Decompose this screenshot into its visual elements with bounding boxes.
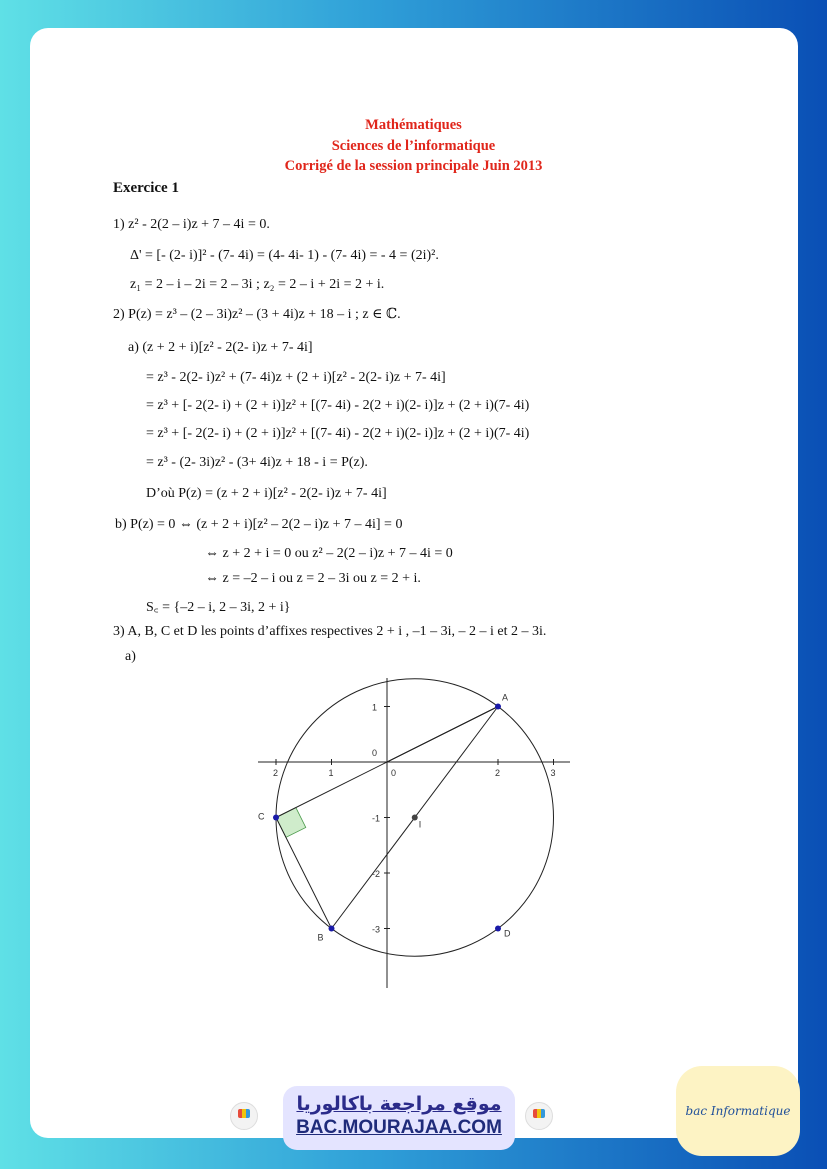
y-tick-label: -1 xyxy=(372,813,381,824)
eq-line-9: = z³ - (2- 3i)z² - (3+ 4i)z + 18 - i = P(z). xyxy=(146,455,368,470)
eq-line-11: b) P(z) = 0 ⇔ (z + 2 + i)[z² – 2(2 – i)z + 7 – 4i] = 0 xyxy=(115,517,403,532)
eq-line-12: ⇔ z + 2 + i = 0 ou z² – 2(2 – i)z + 7 – 4i = 0 xyxy=(205,546,453,561)
segment-OA xyxy=(387,707,498,763)
eq-line-6: = z³ - 2(2- i)z² + (7- 4i)z + (2 + i)[z² - 2(2- i)z + 7- 4i] xyxy=(146,370,446,385)
x-tick-label: 2 xyxy=(495,768,501,778)
point-I xyxy=(412,815,418,821)
x-tick-label: 2 xyxy=(273,768,279,778)
x-tick-label: 1 xyxy=(328,768,334,778)
eq-line-1: 1) z² - 2(2 – i)z + 7 – 4i = 0. xyxy=(113,217,270,232)
x-tick-label: 3 xyxy=(550,768,556,778)
right-logo-icon xyxy=(525,1102,553,1130)
point-label-B: B xyxy=(317,932,324,943)
point-label-D: D xyxy=(504,928,511,939)
point-label-I: I xyxy=(418,819,422,830)
point-A xyxy=(495,704,501,710)
exercise-title: Exercice 1 xyxy=(113,180,179,196)
banner-url[interactable]: BAC.MOURAJAA.COM xyxy=(296,1117,502,1138)
y-tick-label: -3 xyxy=(372,924,381,935)
point-C xyxy=(273,815,279,821)
point-label-C: C xyxy=(258,811,265,822)
session-title: Corrigé de la session principale Juin 2013 xyxy=(284,158,543,174)
geometry-figure xyxy=(240,670,580,995)
eq-line-2: Δ' = [- (2- i)]² - (7- 4i) = (4- 4i- 1) - (7- 4i) = - 4 = (2i)². xyxy=(130,248,439,263)
y-tick-label: -2 xyxy=(372,869,381,879)
part-a-label: a) xyxy=(125,649,136,664)
eq-line-10: D’où P(z) = (z + 2 + i)[z² - 2(2- i)z + 7- 4i] xyxy=(146,486,387,501)
subject-title: Mathématiques xyxy=(365,117,462,133)
right-angle-mark xyxy=(276,808,306,838)
bac-informatique-badge: bac Informatique xyxy=(676,1066,800,1156)
y-tick-label: 0 xyxy=(372,748,378,758)
eq-line-4: 2) P(z) = z³ – (2 – 3i)z² – (3 + 4i)z + 18 – i ; z ∈ ℂ. xyxy=(113,307,401,322)
solution-set: S꜀ = {–2 – i, 2 – 3i, 2 + i} xyxy=(146,600,291,615)
segment-CB xyxy=(276,818,332,929)
point-B xyxy=(329,926,335,932)
point-D xyxy=(495,926,501,932)
banner-arabic-text[interactable]: موقع مراجعة باكالوريا xyxy=(296,1093,502,1115)
site-banner[interactable] xyxy=(283,1086,515,1150)
eq-line-7: = z³ + [- 2(2- i) + (2 + i)]z² + [(7- 4i) - 2(2 + i)(2- i)]z + (2 + i)(7- 4i) xyxy=(146,398,530,413)
y-tick-label: 1 xyxy=(372,702,378,713)
eq-line-15: 3) A, B, C et D les points d’affixes respectives 2 + i , –1 – 3i, – 2 – i et 2 – 3i. xyxy=(113,624,547,639)
x-tick-label: 0 xyxy=(391,768,397,778)
section-title: Sciences de l’informatique xyxy=(331,138,496,154)
eq-line-3: z₁ = 2 – i – 2i = 2 – 3i ; z₂ = 2 – i + 2i = 2 + i. xyxy=(130,277,385,292)
left-logo-icon xyxy=(230,1102,258,1130)
eq-line-8: = z³ + [- 2(2- i) + (2 + i)]z² + [(7- 4i) - 2(2 + i)(2- i)]z + (2 + i)(7- 4i) xyxy=(146,426,530,441)
eq-line-5: a) (z + 2 + i)[z² - 2(2- i)z + 7- 4i] xyxy=(128,340,313,355)
point-label-A: A xyxy=(502,692,509,703)
eq-line-13: ⇔ z = –2 – i ou z = 2 – 3i ou z = 2 + i. xyxy=(205,571,421,586)
